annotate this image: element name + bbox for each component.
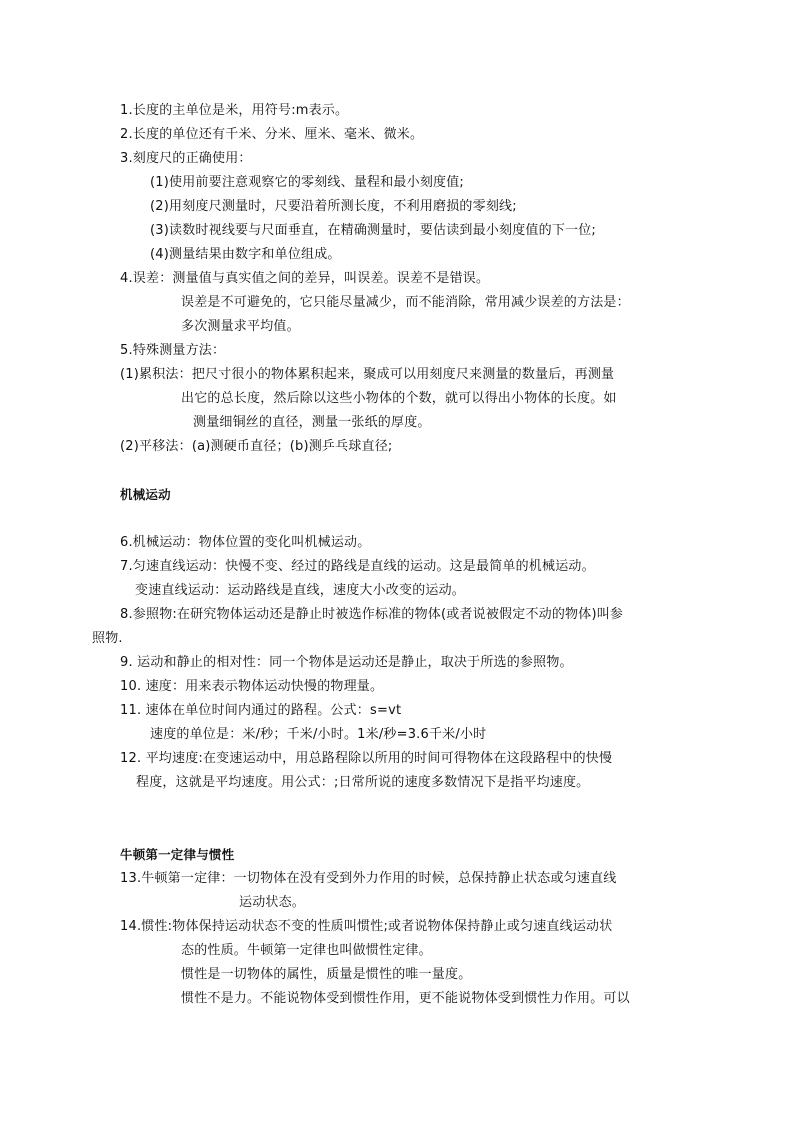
text-line: 测量细铜丝的直径，测量一张纸的厚度。 bbox=[193, 415, 431, 430]
text-line: 12. 平均速度:在变速运动中，用总路程除以所用的时间可得物体在这段路程中的快慢 bbox=[120, 751, 613, 766]
text-line: 4.误差：测量值与真实值之间的差异，叫误差。误差不是错误。 bbox=[120, 271, 490, 286]
section-heading: 牛顿第一定律与惯性 bbox=[120, 847, 235, 862]
text-line: 多次测量求平均值。 bbox=[181, 319, 300, 334]
text-line: (2)平移法：(a)测硬币直径；(b)测乒乓球直径; bbox=[120, 439, 393, 454]
text-line: 程度，这就是平均速度。用公式：;日常所说的速度多数情况下是指平均速度。 bbox=[136, 775, 590, 790]
text-line: (4)测量结果由数字和单位组成。 bbox=[150, 247, 341, 262]
text-line: 6.机械运动：物体位置的变化叫机械运动。 bbox=[120, 535, 371, 550]
text-line: 惯性是一切物体的属性，质量是惯性的唯一量度。 bbox=[181, 967, 472, 982]
text-line: 5.特殊测量方法： bbox=[120, 343, 226, 358]
text-line: 照物. bbox=[92, 631, 123, 646]
text-line: (3)读数时视线要与尺面垂直，在精确测量时，要估读到最小刻度值的下一位; bbox=[150, 223, 596, 238]
text-line: 速度的单位是：米/秒；千米/小时。1米/秒=3.6千米/小时 bbox=[150, 727, 487, 742]
text-line: (1)使用前要注意观察它的零刻线、量程和最小刻度值; bbox=[150, 175, 464, 190]
text-line: 14.惯性:物体保持运动状态不变的性质叫惯性;或者说物体保持静止或匀速直线运动状 bbox=[120, 919, 613, 934]
text-line: 出它的总长度，然后除以这些小物体的个数，就可以得出小物体的长度。如 bbox=[181, 391, 617, 406]
text-line: 9. 运动和静止的相对性：同一个物体是运动还是静止，取决于所选的参照物。 bbox=[120, 655, 573, 670]
text-line: 8.参照物:在研究物体运动还是静止时被选作标准的物体(或者说被假定不动的物体)叫参 bbox=[120, 607, 624, 622]
text-line: 7.匀速直线运动：快慢不变、经过的路线是直线的运动。这是最简单的机械运动。 bbox=[120, 559, 595, 574]
text-line: (1)累积法：把尺寸很小的物体累积起来，聚成可以用刻度尺来测量的数量后，再测量 bbox=[120, 367, 615, 382]
text-line: 惯性不是力。不能说物体受到惯性作用，更不能说物体受到惯性力作用。可以 bbox=[181, 991, 630, 1006]
text-line: 11. 速体在单位时间内通过的路程。公式：s=vt bbox=[120, 703, 402, 718]
text-line: 1.长度的主单位是米，用符号:m表示。 bbox=[120, 103, 349, 118]
text-line: (2)用刻度尺测量时，尺要沿着所测长度，不利用磨损的零刻线; bbox=[150, 199, 517, 214]
text-line: 误差是不可避免的，它只能尽量减少，而不能消除，常用减少误差的方法是： bbox=[181, 295, 630, 310]
section-heading: 机械运动 bbox=[120, 487, 171, 502]
text-line: 10. 速度：用来表示物体运动快慢的物理量。 bbox=[120, 679, 384, 694]
text-line: 态的性质。牛顿第一定律也叫做惯性定律。 bbox=[181, 943, 432, 958]
text-line: 运动状态。 bbox=[239, 895, 306, 910]
text-line: 13.牛顿第一定律：一切物体在没有受到外力作用的时候，总保持静止状态或匀速直线 bbox=[120, 871, 617, 886]
text-line: 2.长度的单位还有千米、分米、厘米、毫米、微米。 bbox=[120, 127, 424, 142]
text-line: 变速直线运动：运动路线是直线，速度大小改变的运动。 bbox=[135, 583, 466, 598]
text-line: 3.刻度尺的正确使用： bbox=[120, 151, 252, 166]
